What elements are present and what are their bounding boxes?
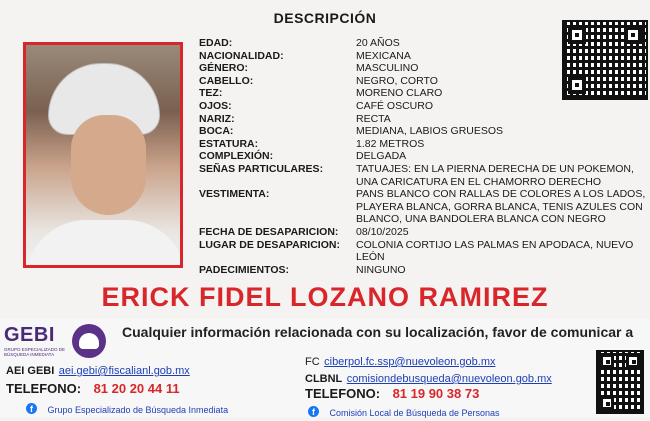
field-labels (199, 37, 340, 276)
field-value: NEGRO, CORTO (356, 74, 438, 87)
hand-icon (72, 324, 106, 358)
field-label: TEZ: (199, 87, 223, 100)
field-value: DELGADA (356, 150, 407, 163)
field-label: EDAD: (199, 37, 233, 49)
clbnl-phone-label: TELEFONO: (305, 386, 381, 401)
field-label: VESTIMENTA: (199, 188, 270, 201)
qr-finder-icon (624, 26, 642, 44)
fc-mail-row (305, 352, 496, 370)
contact-info-text: Cualquier información relacionada con su localización, favor de comunicar a (122, 324, 634, 340)
missing-person-photo (23, 42, 183, 268)
field-value: COLONIA CORTIJO LAS PALMAS EN APODACA, NUEVO LEÓN (356, 238, 634, 264)
clbnl-phone-row (305, 385, 479, 403)
clbnl-email-link[interactable]: comisiondebusqueda@nuevoleon.gob.mx (346, 373, 552, 385)
field-value: 08/10/2025 (356, 225, 409, 238)
qr-finder-icon (568, 26, 586, 44)
clbnl-phone-number[interactable]: 81 19 90 38 73 (392, 386, 480, 401)
field-label: SEÑAS PARTICULARES: (199, 162, 324, 175)
fc-label: FC (305, 356, 320, 368)
gebi-phone-label: TELEFONO: (6, 381, 82, 396)
field-label: OJOS: (199, 99, 232, 112)
gebi-facebook-row[interactable] (26, 400, 228, 418)
field-label: ESTATURA: (199, 137, 259, 150)
field-label: CABELLO: (199, 74, 254, 87)
field-label: PADECIMIENTOS: (199, 263, 290, 276)
gebi-phone-row (6, 380, 180, 398)
field-label: BOCA: (199, 125, 234, 138)
shirt-shape (26, 220, 183, 268)
field-label: COMPLEXIÓN: (199, 150, 274, 163)
field-value: 20 AÑOS (356, 37, 400, 49)
facebook-icon: f (26, 403, 37, 414)
field-value: CAFÉ OSCURO (356, 99, 434, 112)
field-value: 1.82 METROS (356, 137, 425, 150)
field-label: LUGAR DE DESAPARICION: (199, 238, 340, 251)
field-label: NARIZ: (199, 112, 235, 125)
field-label: NACIONALIDAD: (199, 49, 284, 62)
clbnl-facebook-row[interactable] (308, 403, 500, 421)
qr-finder-icon (626, 354, 640, 368)
facebook-icon: f (308, 406, 319, 417)
clbnl-label: CLBNL (305, 373, 343, 385)
face-shape (71, 115, 146, 215)
field-value: TATUAJES: EN LA PIERNA DERECHA DE UN POKEMON, UNA CARICATURA EN EL CHAMORRO DERECHO (356, 162, 634, 188)
field-value: RECTA (356, 112, 391, 125)
qr-code (562, 20, 648, 100)
gebi-mail-row (6, 361, 190, 379)
field-value: PANS BLANCO CON RALLAS DE COLORES A LOS LADOS, PLAYERA BLANCA, GORRA BLANCA, TENIS AZULES CON BLANCO, UNA BANDOLERA BLANCA CON NEGRO (356, 188, 646, 226)
field-value: NINGUNO (356, 263, 406, 276)
field-value: MEXICANA (356, 49, 411, 62)
qr-finder-icon (600, 396, 614, 410)
field-value: MEDIANA, LABIOS GRUESOS (356, 125, 504, 138)
field-value: MORENO CLARO (356, 87, 443, 100)
gebi-logo (4, 324, 124, 358)
gebi-mail-label: AEI GEBI (6, 365, 55, 377)
qr-code (596, 350, 644, 414)
description-title: DESCRIPCIÓN (273, 10, 377, 26)
field-label: FECHA DE DESAPARICION: (199, 225, 339, 238)
gebi-phone-number[interactable]: 81 20 20 44 11 (93, 381, 180, 396)
person-name: ERICK FIDEL LOZANO RAMIREZ (101, 282, 549, 312)
qr-finder-icon (600, 354, 614, 368)
gebi-acronym: GEBI (4, 324, 55, 346)
fc-email-link[interactable]: ciberpol.fc.ssp@nuevoleon.gob.mx (324, 356, 496, 368)
clbnl-facebook-label: Comisión Local de Búsqueda de Personas (329, 408, 500, 418)
field-label: GÉNERO: (199, 62, 249, 75)
gebi-email-link[interactable]: aei.gebi@fiscalianl.gob.mx (58, 365, 190, 377)
gebi-subtitle: GRUPO ESPECIALIZADO DE BÚSQUEDA INMEDIATA (4, 347, 66, 357)
gebi-facebook-label: Grupo Especializado de Búsqueda Inmediata (47, 405, 229, 415)
field-value: MASCULINO (356, 62, 419, 75)
qr-finder-icon (568, 76, 586, 94)
